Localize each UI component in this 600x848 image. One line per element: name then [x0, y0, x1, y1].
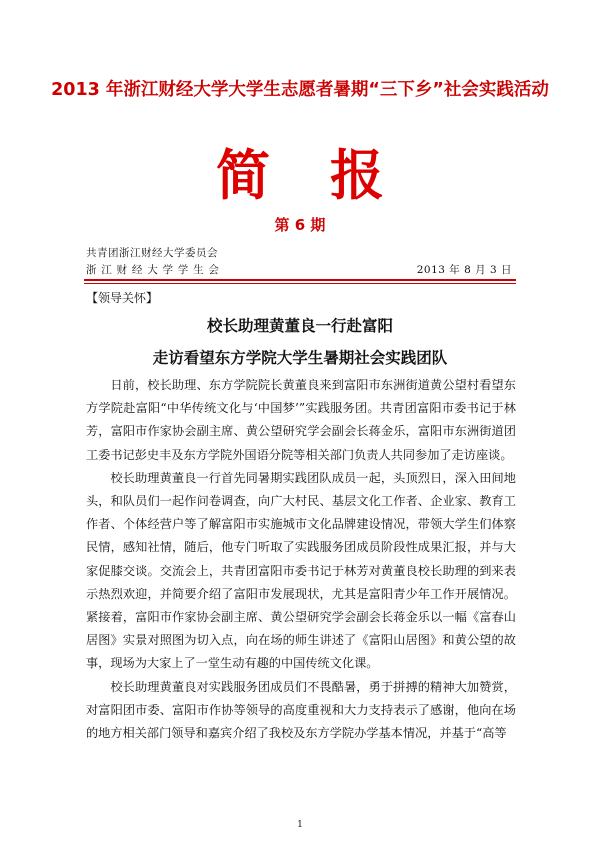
header-divider-thick: [84, 279, 516, 281]
issue-number: 第 6 期: [274, 216, 326, 234]
article-subheadline: 走访看望东方学院大学生暑期社会实践团队: [152, 349, 448, 367]
issuer-student-union: 浙江财经大学学生会: [86, 264, 224, 276]
header-divider-thin: [84, 283, 516, 284]
article-body: [86, 374, 516, 745]
masthead-title: 2013 年浙江财经大学大学生志愿者暑期“三下乡”社会实践活动: [51, 80, 549, 100]
paragraph: 校长助理黄董良一行首先同暑期实践团队成员一起，头顶烈日，深入田间地头，和队员们一起作问卷调查，向广大村民、基层文化工作者、企业家、教育工作者、个体经营户等了解富阳市实施城市文化品牌建设情况，带领大学生们体察民情，感知社情，随后，他专门听取了实践服务团成员阶段性成果汇报，并与大家促膝交谈。交流会上，共青团富阳市委书记于林芳对黄董良校长助理的到来表示热烈欢迎，并简要介绍了富阳市发展现状，尤其是富阳青少年工作开展情况。紧接着，富阳市作家协会副主席、黄公望研究学会副会长蒋金乐以一幅《富春山居图》实景对照图为切入点，向在场的师生讲述了《富阳山居图》和黄公望的故事，现场为大家上了一堂生动有趣的中国传统文化课。: [86, 470, 516, 671]
paragraph: 校长助理黄董良对实践服务团成员们不畏酷暑，勇于拼搏的精神大加赞赏，对富阳团市委、富阳市作协等领导的高度重视和大力支持表示了感谢，他向在场的地方相关部门领导和嘉宾介绍了我校及东方学院办学基本情况，并基于“高等: [86, 679, 516, 741]
section-label: 【领导关怀】: [86, 291, 159, 305]
issue-date: 2013 年 8 月 3 日: [416, 264, 512, 276]
article-headline: 校长助理黄董良一行赴富阳: [206, 317, 393, 335]
paragraph: 日前，校长助理、东方学院院长黄董良来到富阳市东洲街道黄公望村看望东方学院赴富阳“中华传统文化与‘中国梦’”实践服务团。共青团富阳市委书记于林芳，富阳市作家协会副主席、黄公望研究学会副会长蒋金乐，富阳市东洲街道团工委书记彭史丰及东方学院外国语分院等相关部门负责人共同参加了走访座谈。: [86, 378, 516, 462]
issuer-league-committee: 共青团浙江财经大学委员会: [86, 247, 218, 259]
page-number: 1: [297, 820, 303, 830]
bulletin-title: 简报: [216, 143, 444, 207]
